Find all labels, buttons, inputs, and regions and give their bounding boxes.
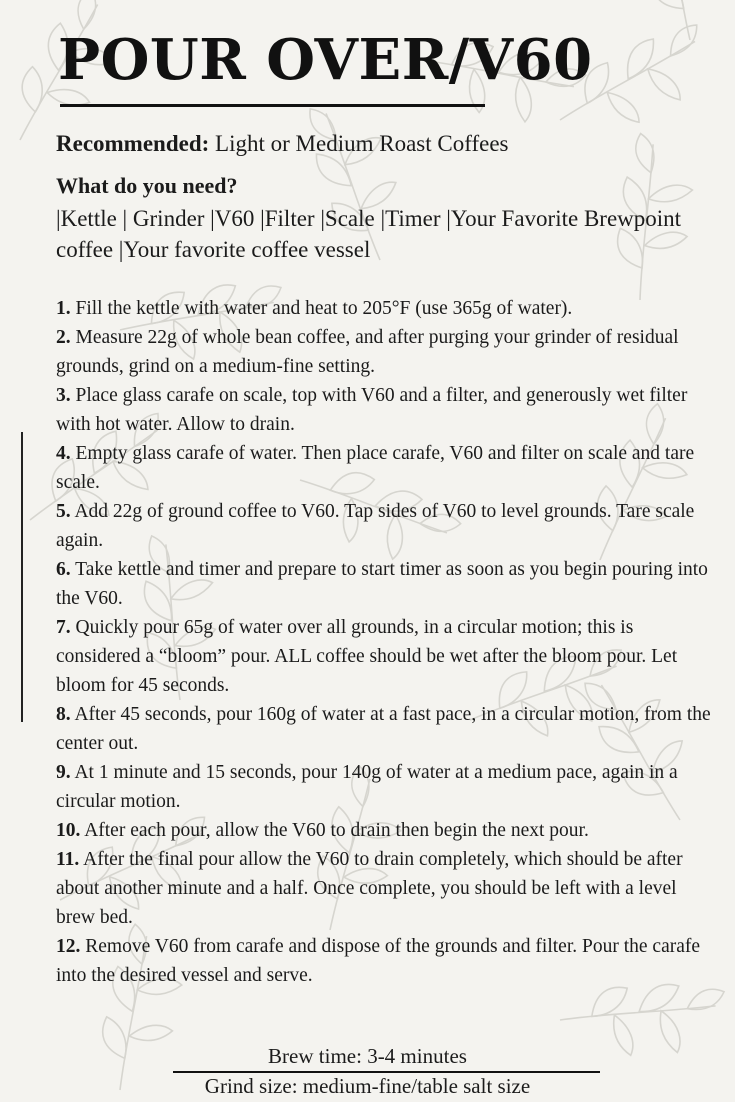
- step-item: [56, 497, 716, 555]
- step-number: 10.: [56, 820, 81, 841]
- step-item: [56, 613, 716, 700]
- page-title: POUR OVER/V60: [58, 27, 593, 93]
- step-item: [56, 932, 716, 990]
- step-text: At 1 minute and 15 seconds, pour 140g of water at a medium pace, again in a circular motion.: [56, 762, 678, 812]
- step-number: 6.: [56, 559, 71, 580]
- step-text: After the final pour allow the V60 to drain completely, which should be after about another minute and a half. Once complete, you should be left with a level brew bed.: [56, 849, 683, 928]
- step-number: 2.: [56, 327, 71, 348]
- step-text: Measure 22g of whole bean coffee, and after purging your grinder of residual grounds, grind on a medium-fine setting.: [56, 327, 679, 377]
- side-accent-line: [21, 432, 23, 722]
- step-text: After each pour, allow the V60 to drain then begin the next pour.: [84, 820, 589, 841]
- step-number: 12.: [56, 936, 81, 957]
- step-number: 1.: [56, 298, 71, 319]
- need-heading: What do you need?: [56, 173, 238, 198]
- step-text: After 45 seconds, pour 160g of water at a fast pace, in a circular motion, from the center out.: [56, 704, 711, 754]
- step-number: 4.: [56, 443, 71, 464]
- step-number: 9.: [56, 762, 71, 783]
- step-item: [56, 381, 716, 439]
- brew-time: Brew time: 3-4 minutes: [268, 1044, 467, 1068]
- step-item: [56, 700, 716, 758]
- step-text: Empty glass carafe of water. Then place carafe, V60 and filter on scale and tare scale.: [56, 443, 695, 493]
- grind-size: Grind size: medium-fine/table salt size: [204, 1074, 531, 1098]
- step-item: [56, 555, 716, 613]
- step-item: [56, 294, 716, 323]
- equipment-list: |Kettle | Grinder |V60 |Filter |Scale |Timer |Your Favorite Brewpoint coffee |Your favorite coffee vessel: [56, 206, 682, 262]
- step-item: [56, 845, 716, 932]
- step-item: [56, 439, 716, 497]
- step-item: [56, 816, 716, 845]
- step-text: Fill the kettle with water and heat to 205°F (use 365g of water).: [75, 298, 573, 319]
- step-number: 7.: [56, 617, 71, 638]
- title-underline: [60, 104, 485, 107]
- recommended-value: Light or Medium Roast Coffees: [215, 131, 509, 156]
- step-text: Quickly pour 65g of water over all grounds, in a circular motion; this is considered a “bloom” pour. ALL coffee should be wet after the bloom pour. Let bloom for 45 seconds.: [56, 617, 678, 696]
- step-text: Remove V60 from carafe and dispose of the grounds and filter. Pour the carafe into the desired vessel and serve.: [56, 936, 701, 986]
- step-text: Take kettle and timer and prepare to start timer as soon as you begin pouring into the V60.: [56, 559, 708, 609]
- step-text: Add 22g of ground coffee to V60. Tap sides of V60 to level grounds. Tare scale again.: [56, 501, 695, 551]
- recommended-line: [56, 130, 508, 158]
- recommended-label: Recommended:: [56, 131, 210, 156]
- step-item: [56, 323, 716, 381]
- steps-list: [56, 294, 716, 990]
- step-item: [56, 758, 716, 816]
- step-number: 11.: [56, 849, 80, 870]
- step-number: 5.: [56, 501, 71, 522]
- step-text: Place glass carafe on scale, top with V60 and a filter, and generously wet filter with hot water. Allow to drain.: [56, 385, 688, 435]
- step-number: 8.: [56, 704, 71, 725]
- step-number: 3.: [56, 385, 71, 406]
